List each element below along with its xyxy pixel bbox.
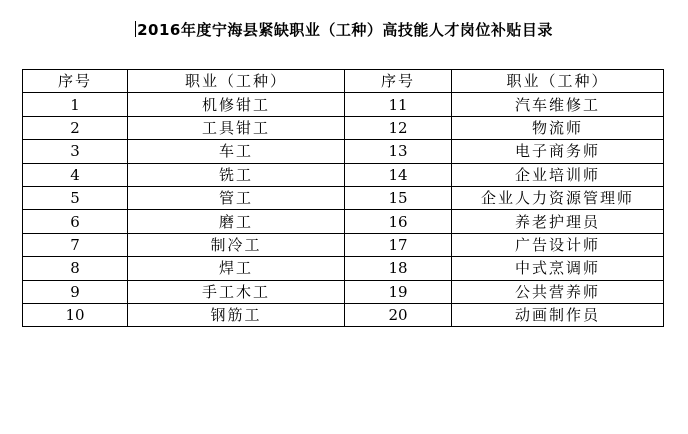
occupation-cell: 钢筋工 [128, 303, 345, 326]
serial-cell: 13 [345, 140, 452, 163]
serial-cell: 12 [345, 116, 452, 139]
serial-cell: 17 [345, 233, 452, 256]
table-row [23, 210, 664, 233]
header-occupation-left: 职业（工种） [128, 70, 345, 93]
serial-cell: 7 [23, 233, 128, 256]
serial-cell: 19 [345, 280, 452, 303]
table-row [23, 93, 664, 116]
occupation-cell: 磨工 [128, 210, 345, 233]
serial-cell: 3 [23, 140, 128, 163]
table-row [23, 257, 664, 280]
table-row [23, 186, 664, 209]
serial-cell: 4 [23, 163, 128, 186]
table-row [23, 303, 664, 326]
header-serial-left: 序号 [23, 70, 128, 93]
serial-cell: 5 [23, 186, 128, 209]
occupation-cell: 物流师 [452, 116, 664, 139]
occupation-cell: 公共营养师 [452, 280, 664, 303]
occupation-cell: 制冷工 [128, 233, 345, 256]
document-title-text: 2016年度宁海县紧缺职业（工种）高技能人才岗位补贴目录 [137, 21, 553, 39]
serial-cell: 18 [345, 257, 452, 280]
serial-cell: 6 [23, 210, 128, 233]
table-row [23, 163, 664, 186]
occupation-cell: 企业人力资源管理师 [452, 186, 664, 209]
table-row [23, 280, 664, 303]
serial-cell: 20 [345, 303, 452, 326]
serial-cell: 14 [345, 163, 452, 186]
occupation-cell: 焊工 [128, 257, 345, 280]
occupation-cell: 汽车维修工 [452, 93, 664, 116]
subsidy-catalog-table [22, 69, 664, 327]
serial-cell: 8 [23, 257, 128, 280]
serial-cell: 1 [23, 93, 128, 116]
header-occupation-right: 职业（工种） [452, 70, 664, 93]
occupation-cell: 铣工 [128, 163, 345, 186]
occupation-cell: 电子商务师 [452, 140, 664, 163]
occupation-cell: 中式烹调师 [452, 257, 664, 280]
serial-cell: 15 [345, 186, 452, 209]
serial-cell: 9 [23, 280, 128, 303]
table-row [23, 140, 664, 163]
serial-cell: 10 [23, 303, 128, 326]
occupation-cell: 养老护理员 [452, 210, 664, 233]
serial-cell: 16 [345, 210, 452, 233]
occupation-cell: 动画制作员 [452, 303, 664, 326]
occupation-cell: 管工 [128, 186, 345, 209]
occupation-cell: 广告设计师 [452, 233, 664, 256]
table-row [23, 233, 664, 256]
serial-cell: 2 [23, 116, 128, 139]
occupation-cell: 工具钳工 [128, 116, 345, 139]
header-serial-right: 序号 [345, 70, 452, 93]
occupation-cell: 车工 [128, 140, 345, 163]
text-cursor [135, 21, 136, 37]
document-title [0, 20, 688, 40]
table-header-row [23, 70, 664, 93]
serial-cell: 11 [345, 93, 452, 116]
occupation-cell: 企业培训师 [452, 163, 664, 186]
occupation-cell: 机修钳工 [128, 93, 345, 116]
table-row [23, 116, 664, 139]
occupation-cell: 手工木工 [128, 280, 345, 303]
